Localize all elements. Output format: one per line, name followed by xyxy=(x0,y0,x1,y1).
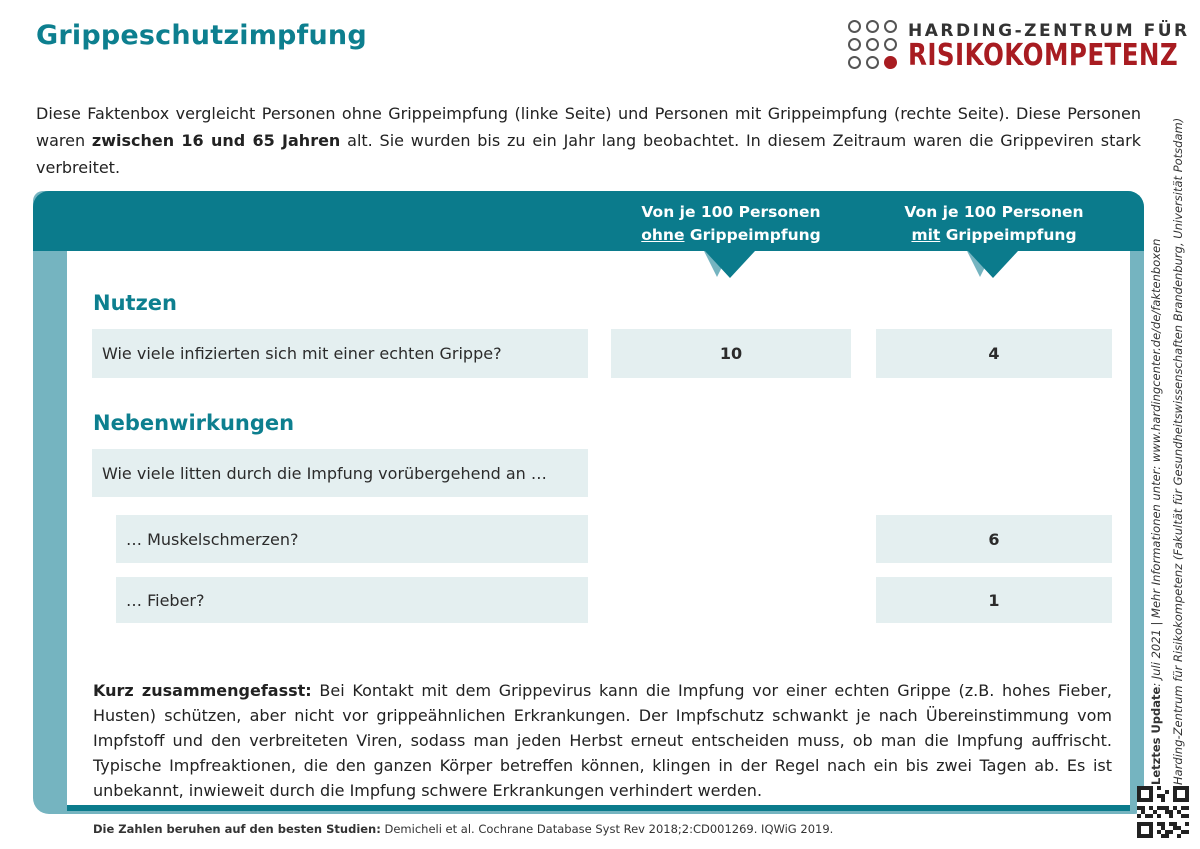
value-fever-with: 1 xyxy=(876,577,1112,623)
question-muscle-pain: … Muskelschmerzen? xyxy=(116,515,588,563)
column-pointer-right xyxy=(968,251,1018,278)
logo-line2: RISIKOKOMPETENZ xyxy=(908,38,1179,73)
value-muscle-pain-with: 6 xyxy=(876,515,1112,563)
question-infected: Wie viele infizierten sich mit einer echten Grippe? xyxy=(92,329,588,378)
logo-line1: HARDING-ZENTRUM FÜR xyxy=(908,21,1190,41)
qr-code-icon xyxy=(1137,786,1189,838)
side-info-text: Letztes Update: Juli 2021 | Mehr Informationen unter: www.hardingcenter.de/de/faktenboxen Harding-Zentrum für Risikokompetenz (Fakultät für Gesundheitswissenschaften Brandenburg, Universität Potsdam) xyxy=(1149,117,1185,785)
logo-dots-icon xyxy=(848,20,902,74)
intro-text: Diese Faktenbox vergleicht Personen ohne Grippeimpfung (linke Seite) und Personen mit Grippeimpfung (rechte Seite). Diese Personen waren zwischen 16 und 65 Jahren alt. Sie wurden bis zu ein Jahr lang beobachtet. In diesem Zeitraum waren die Grippeviren stark verbreitet. xyxy=(36,104,1141,177)
value-infected-with: 4 xyxy=(876,329,1112,378)
column-pointer-left xyxy=(705,251,755,278)
fact-box-bottom-line xyxy=(67,805,1130,811)
section-benefit: Nutzen xyxy=(93,291,177,315)
section-side-effects: Nebenwirkungen xyxy=(93,411,295,435)
column-header-with: Von je 100 Personen mit Grippeimpfung xyxy=(904,203,1084,244)
summary-label: Kurz zusammengefasst: xyxy=(93,681,312,700)
value-infected-without: 10 xyxy=(611,329,851,378)
column-header-without: Von je 100 Personen ohne Grippeimpfung xyxy=(641,203,821,244)
page-title: Grippeschutzimpfung xyxy=(36,20,367,51)
harding-center-logo xyxy=(848,20,1190,78)
question-fever: … Fieber? xyxy=(116,577,588,623)
question-side-effects-intro: Wie viele litten durch die Impfung vorübergehend an … xyxy=(92,449,588,497)
update-label: Letztes Update xyxy=(1149,686,1163,785)
intro-age-range: zwischen 16 und 65 Jahren xyxy=(91,131,341,150)
summary-text: Kurz zusammengefasst: Bei Kontakt mit dem Grippevirus kann die Impfung vor einer echten Grippe (z.B. hohes Fieber, Husten) schützen, aber nicht vor grippeähnlichen Erkrankungen. Der Impfschutz schwankt je nach Übereinstimmung vom Impfstoff und den verbreiteten Viren, sodass man jeden Herbst erneut entscheiden muss, ob man die Impfung auffrischt. Typische Impfreaktionen, die den ganzen Körper betreffen können, klingen in der Regel nach ein bis zwei Tagen ab. Es ist unbekannt, inwieweit durch die Impfung schwere Erkrankungen verhindert werden. xyxy=(93,681,1113,800)
footnote: Die Zahlen beruhen auf den besten Studien: Demicheli et al. Cochrane Database Syst Rev 2018;2:CD001269. IQWiG 2019. xyxy=(93,822,834,836)
